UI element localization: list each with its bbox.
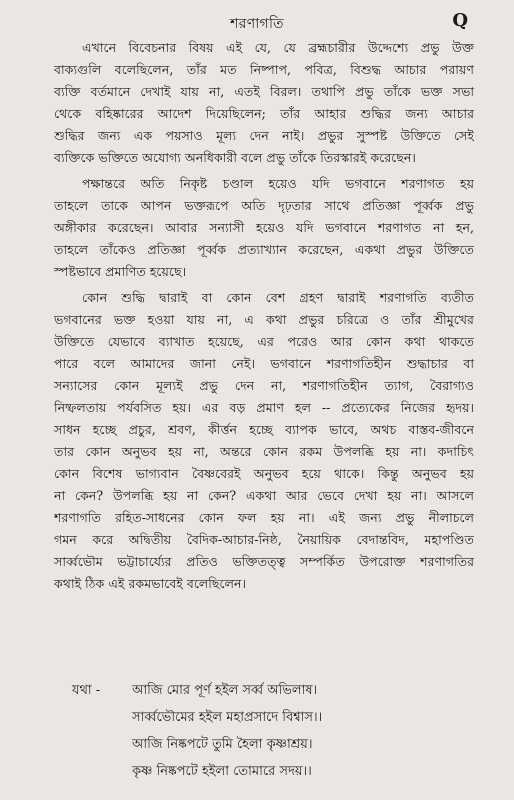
verse-label: যথা -	[72, 683, 101, 698]
verse-line	[72, 731, 472, 758]
text-line: বাক্যগুলি বলেছিলেন, তাঁর মত নিষ্পাপ, পবিত্র, বিশুদ্ধ আচার পরায়ণ	[54, 62, 474, 77]
text-line: সার্ব্বভৌম ভট্টাচার্য্যের প্রতিও ভক্তিতত্ত্ব সম্পর্কিত উপরোক্ত শরণাগতির	[54, 554, 474, 569]
verse-text: আজি মোর পূর্ণ হইল সর্ব্ব অভিলাষ।	[132, 683, 318, 698]
text-line: ব্যক্তি বর্তমানে দেখাই যায় না, এতই বিরল। তথাপি প্রভু তাঁকে ভক্ত সভা	[54, 84, 474, 99]
verse-line	[72, 704, 472, 731]
text-line: পক্ষান্তরে অতি নিকৃষ্ট চণ্ডাল হয়েও যদি ভগবানে শরণাগত হয়	[82, 176, 474, 191]
verse-line	[72, 677, 472, 704]
verse-label	[72, 758, 132, 785]
text-line: তাহলে তাঁকেও প্রতিজ্ঞা পূর্ব্বক প্রত্যাখ্যান করেছেন, একথা প্রভুর উক্তিতে	[54, 242, 474, 257]
verse-text: কৃষ্ণ নিষ্কপটে হইলা তোমারে সদয়।।	[132, 764, 312, 779]
verse-text: সার্ব্বভৌমের হইল মহাপ্রসাদে বিশ্বাস।।	[132, 710, 323, 725]
page-header-title: শরণাগতি	[230, 16, 284, 32]
text-line: কোন শুদ্ধি দ্বারাই বা কোন বেশ গ্রহণ দ্বারাই শরণাগতি ব্যতীত	[82, 290, 474, 305]
text-line: শরণাগতি রহিত-সাধনের কোন ফল হয় না। এই জন্য প্রভু নীলাচলে	[54, 510, 474, 525]
text-line: তার কোন অনুভব হয় না, অন্তরে কোন রকম উপলব্ধি হয় না। কদাচিৎ	[54, 444, 474, 459]
body-text	[54, 37, 474, 599]
text-line: সাধন হচ্ছে প্রচুর, শ্রবণ, কীর্ত্তন হচ্ছে ব্যাপক ভাবে, অথচ বাস্তব-জীবনে	[54, 422, 474, 437]
text-line: তাহলে তাকে আপন ভক্তরূপে অতি দৃঢ়তার সাথে প্রতিজ্ঞা পূর্ব্বক প্রভু	[54, 198, 474, 213]
page-corner-mark: Q	[452, 10, 468, 31]
text-line: শুদ্ধির জন্য এক পয়সাও মূল্য দেন নাই। প্রভুর সুস্পষ্ট উক্তিতে সেই	[54, 128, 474, 143]
text-line: না কেন? উপলব্ধি হয় না কেন? একথা আর ভেবে দেখা হয় না। আসলে	[54, 488, 474, 503]
paragraph	[54, 287, 474, 595]
verse-label	[72, 731, 132, 758]
verse-line	[72, 758, 472, 785]
paragraph	[54, 37, 474, 169]
text-line: উক্তিতে যেভাবে ব্যাখাত হয়েছে, এর পরেও আর কোন কথা থাকতে	[54, 334, 474, 349]
verse-block	[72, 677, 472, 785]
text-line: ভগবানের ভক্ত হওয়া যায় না, এ কথা প্রভুর চরিত্রে ও তাঁর শ্রীমুখের	[54, 312, 474, 327]
text-line: অঙ্গীকার করেছেন। আবার সন্যাসী হয়েও যদি ভগবানে শরণাগত না হন,	[54, 220, 474, 235]
text-line: থেকে বহিষ্কারের আদেশ দিয়েছিলেন; তাঁর আহার শুদ্ধির জন্য আচার	[54, 106, 474, 121]
text-line: কথাই ঠিক এই রকমভাবেই বলেছিলেন।	[54, 576, 246, 591]
text-line: কোন বিশেষ ভাগ্যবান বৈষ্ণবেরই অনুভব হয়ে থাকে। কিন্তু অনুভব হয়	[54, 466, 474, 481]
text-line: স্পষ্টভাবে প্রমাণিত হয়েছে।	[54, 264, 187, 279]
text-line: ব্যক্তিকে ভক্তিতে অযোগ্য অনধিকারী বলে প্রভু তাঁকে তিরস্কারই করেছেন।	[54, 150, 416, 165]
verse-text: আজি নিষ্কপটে তুমি হৈলা কৃষ্ণাশ্রয়।	[132, 737, 313, 752]
verse-label	[72, 704, 132, 731]
text-line: গমন করে অদ্বিতীয় বৈদিক-আচার-নিষ্ঠ, নৈয়ায়িক বেদান্তবিদ, মহাপণ্ডিত	[54, 532, 474, 547]
text-line: এখানে বিবেচনার বিষয় এই যে, যে ব্রহ্মচারীর উদ্দেশ্যে প্রভু উক্ত	[82, 40, 474, 55]
text-line: পারে বলে আমাদের জানা নেই। ভগবানে শরণাগতিহীন শুদ্ধাচার বা	[54, 356, 474, 371]
text-line: সন্যাসের কোন মূল্যই প্রভু দেন না, শরণাগতিহীন ত্যাগ, বৈরাগ্যও	[54, 378, 474, 393]
paragraph	[54, 173, 474, 283]
text-line: নিষ্ফলতায় পর্যবসিত হয়। এর বড় প্রমাণ হল -- প্রত্যেকের নিজের হৃদয়।	[54, 400, 474, 415]
